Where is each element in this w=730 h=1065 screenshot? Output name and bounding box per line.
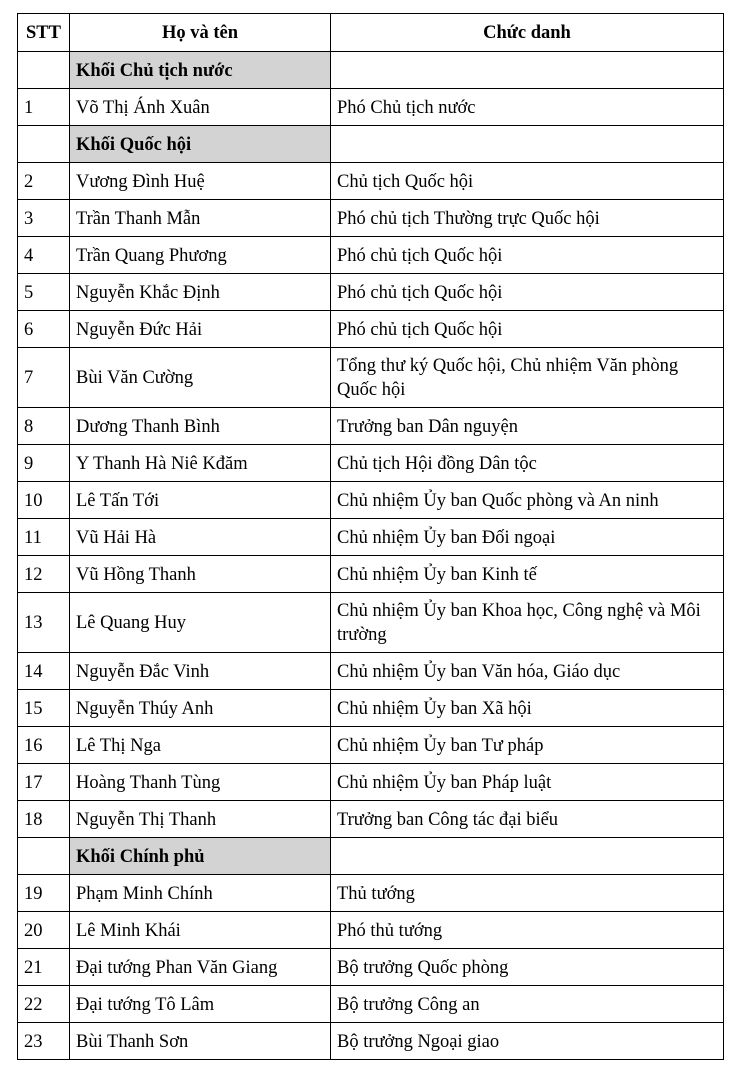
group-row (18, 126, 724, 163)
cell-title: Phó Chủ tịch nước (331, 89, 724, 126)
cell-stt: 23 (18, 1023, 70, 1060)
header-row (18, 14, 724, 52)
cell-stt: 21 (18, 949, 70, 986)
cell-stt: 17 (18, 764, 70, 801)
group-label: Khối Quốc hội (70, 126, 331, 163)
cell-title: Chủ nhiệm Ủy ban Khoa học, Công nghệ và Môi trường (331, 593, 724, 653)
cell-stt: 14 (18, 653, 70, 690)
cell-stt: 15 (18, 690, 70, 727)
cell-title: Phó chủ tịch Thường trực Quốc hội (331, 200, 724, 237)
group-label: Khối Chủ tịch nước (70, 52, 331, 89)
table-row (18, 912, 724, 949)
cell-title: Chủ nhiệm Ủy ban Kinh tế (331, 556, 724, 593)
cell-name: Vũ Hồng Thanh (70, 556, 331, 593)
cell-name: Trần Thanh Mẫn (70, 200, 331, 237)
cell-title: Chủ nhiệm Ủy ban Quốc phòng và An ninh (331, 482, 724, 519)
cell-name: Nguyễn Khắc Định (70, 274, 331, 311)
table-row (18, 311, 724, 348)
cell-title: Bộ trưởng Quốc phòng (331, 949, 724, 986)
cell-stt: 22 (18, 986, 70, 1023)
cell-title: Chủ tịch Quốc hội (331, 163, 724, 200)
cell-title: Bộ trưởng Ngoại giao (331, 1023, 724, 1060)
cell-title: Thủ tướng (331, 875, 724, 912)
table-body (18, 52, 724, 1060)
group-title-cell (331, 52, 724, 89)
cell-name: Lê Minh Khái (70, 912, 331, 949)
cell-name: Lê Tấn Tới (70, 482, 331, 519)
table-row (18, 348, 724, 408)
table-row (18, 593, 724, 653)
cell-title: Phó chủ tịch Quốc hội (331, 311, 724, 348)
table-row (18, 519, 724, 556)
group-label: Khối Chính phủ (70, 838, 331, 875)
cell-name: Đại tướng Phan Văn Giang (70, 949, 331, 986)
table-row (18, 556, 724, 593)
table-row (18, 445, 724, 482)
cell-stt: 11 (18, 519, 70, 556)
cell-title: Phó chủ tịch Quốc hội (331, 237, 724, 274)
cell-name: Nguyễn Thị Thanh (70, 801, 331, 838)
header-stt: STT (18, 14, 70, 52)
cell-stt: 5 (18, 274, 70, 311)
table-row (18, 163, 724, 200)
group-row (18, 52, 724, 89)
cell-title: Chủ nhiệm Ủy ban Đối ngoại (331, 519, 724, 556)
table-row (18, 408, 724, 445)
cell-title: Phó chủ tịch Quốc hội (331, 274, 724, 311)
cell-name: Nguyễn Đắc Vinh (70, 653, 331, 690)
cell-name: Vương Đình Huệ (70, 163, 331, 200)
cell-title: Phó thủ tướng (331, 912, 724, 949)
header-name: Họ và tên (70, 14, 331, 52)
cell-name: Nguyễn Thúy Anh (70, 690, 331, 727)
officials-table-container (17, 13, 724, 1060)
table-row (18, 949, 724, 986)
cell-stt: 12 (18, 556, 70, 593)
table-row (18, 875, 724, 912)
cell-stt: 4 (18, 237, 70, 274)
cell-name: Hoàng Thanh Tùng (70, 764, 331, 801)
table-row (18, 764, 724, 801)
group-stt-cell (18, 52, 70, 89)
cell-title: Chủ nhiệm Ủy ban Xã hội (331, 690, 724, 727)
cell-name: Trần Quang Phương (70, 237, 331, 274)
cell-name: Võ Thị Ánh Xuân (70, 89, 331, 126)
table-row (18, 690, 724, 727)
cell-name: Lê Quang Huy (70, 593, 331, 653)
table-row (18, 1023, 724, 1060)
cell-stt: 7 (18, 348, 70, 408)
table-row (18, 274, 724, 311)
cell-name: Bùi Thanh Sơn (70, 1023, 331, 1060)
table-row (18, 986, 724, 1023)
cell-name: Lê Thị Nga (70, 727, 331, 764)
group-stt-cell (18, 126, 70, 163)
table-row (18, 727, 724, 764)
cell-stt: 2 (18, 163, 70, 200)
table-row (18, 482, 724, 519)
group-title-cell (331, 838, 724, 875)
officials-table (17, 13, 724, 1060)
cell-title: Chủ tịch Hội đồng Dân tộc (331, 445, 724, 482)
table-row (18, 801, 724, 838)
cell-stt: 9 (18, 445, 70, 482)
cell-stt: 10 (18, 482, 70, 519)
cell-title: Chủ nhiệm Ủy ban Văn hóa, Giáo dục (331, 653, 724, 690)
cell-title: Bộ trưởng Công an (331, 986, 724, 1023)
table-row (18, 89, 724, 126)
cell-title: Chủ nhiệm Ủy ban Tư pháp (331, 727, 724, 764)
cell-stt: 8 (18, 408, 70, 445)
cell-stt: 6 (18, 311, 70, 348)
cell-stt: 18 (18, 801, 70, 838)
cell-title: Tổng thư ký Quốc hội, Chủ nhiệm Văn phòng Quốc hội (331, 348, 724, 408)
table-row (18, 237, 724, 274)
cell-stt: 20 (18, 912, 70, 949)
cell-title: Trưởng ban Dân nguyện (331, 408, 724, 445)
table-row (18, 653, 724, 690)
group-stt-cell (18, 838, 70, 875)
cell-name: Dương Thanh Bình (70, 408, 331, 445)
group-row (18, 838, 724, 875)
group-title-cell (331, 126, 724, 163)
cell-name: Đại tướng Tô Lâm (70, 986, 331, 1023)
cell-stt: 3 (18, 200, 70, 237)
cell-title: Chủ nhiệm Ủy ban Pháp luật (331, 764, 724, 801)
cell-name: Nguyễn Đức Hải (70, 311, 331, 348)
cell-name: Y Thanh Hà Niê Kđăm (70, 445, 331, 482)
cell-stt: 19 (18, 875, 70, 912)
header-title: Chức danh (331, 14, 724, 52)
cell-title: Trưởng ban Công tác đại biểu (331, 801, 724, 838)
cell-stt: 1 (18, 89, 70, 126)
cell-name: Phạm Minh Chính (70, 875, 331, 912)
table-row (18, 200, 724, 237)
cell-stt: 13 (18, 593, 70, 653)
cell-stt: 16 (18, 727, 70, 764)
cell-name: Bùi Văn Cường (70, 348, 331, 408)
cell-name: Vũ Hải Hà (70, 519, 331, 556)
